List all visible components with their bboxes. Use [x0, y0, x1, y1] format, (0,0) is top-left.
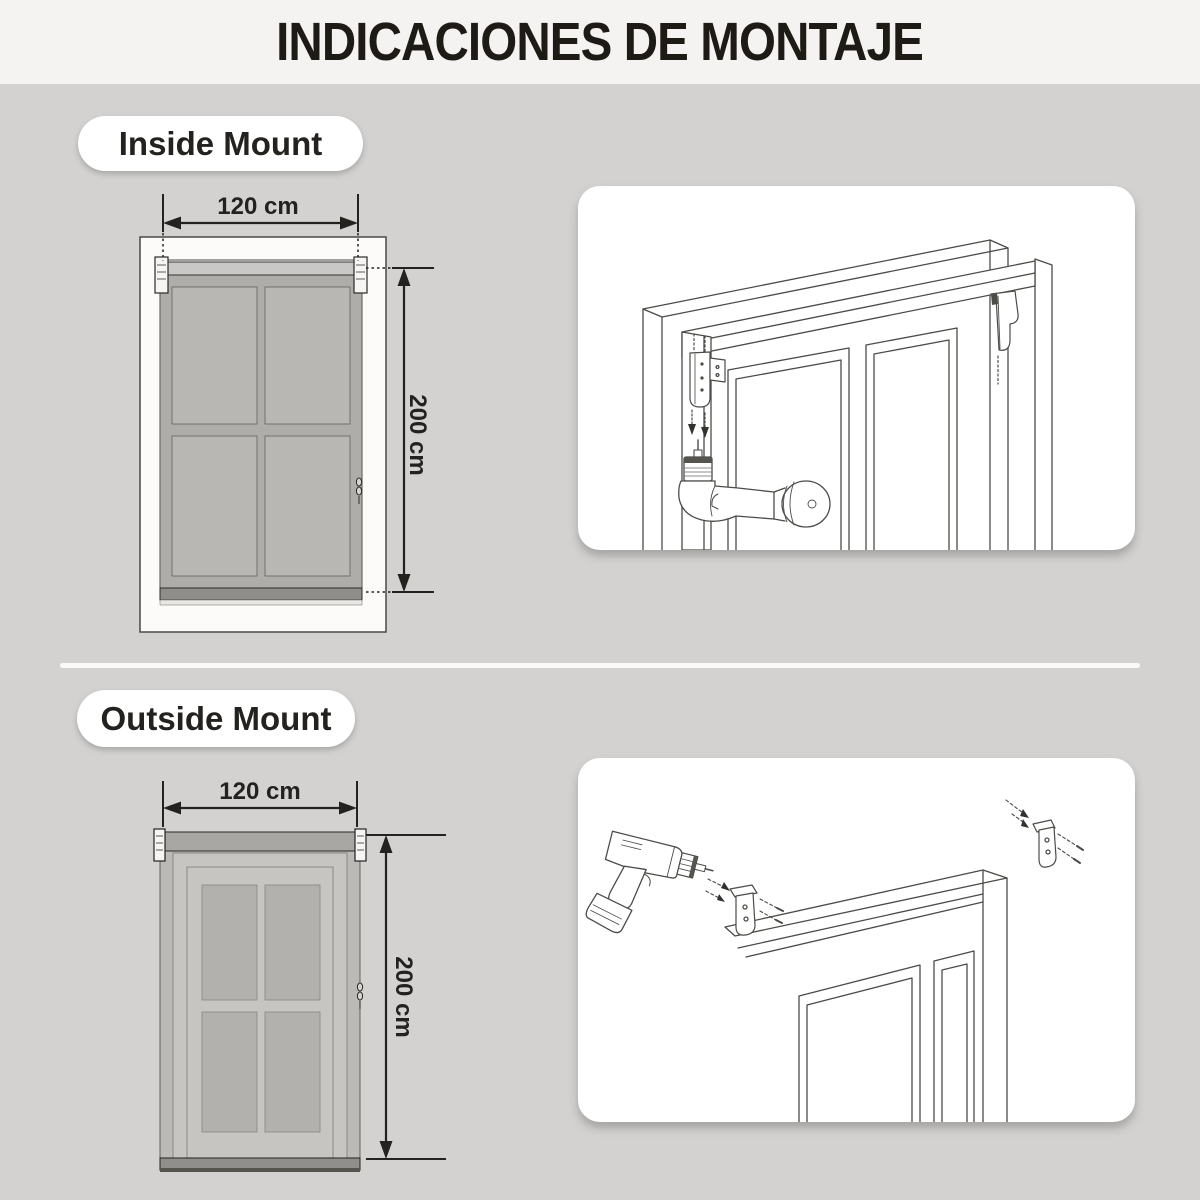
inside-mount-window-diagram [100, 185, 470, 650]
inside-mount-label: Inside Mount [118, 124, 323, 162]
section-divider [60, 663, 1140, 668]
drill-icon [583, 830, 716, 952]
inside-mount-illustration [578, 186, 1135, 550]
outside-mount-badge [77, 690, 355, 747]
height-dimension-label: 200 cm [404, 394, 431, 476]
drill-icon [679, 440, 830, 527]
right-bracket-icon [1006, 800, 1083, 867]
height-dimension [366, 835, 446, 1159]
outside-mount-window-diagram [120, 755, 460, 1200]
height-dimension-label: 200 cm [390, 956, 417, 1038]
outside-mount-illustration [578, 758, 1135, 1122]
inside-mount-badge [78, 116, 363, 171]
page-title: INDICACIONES DE MONTAJE [276, 12, 924, 72]
inside-mount-illustration-panel [578, 186, 1135, 550]
width-dimension-label: 120 cm [217, 193, 299, 220]
roller-blind [154, 829, 366, 1172]
header [0, 0, 1200, 84]
outside-mount-illustration-panel [578, 758, 1135, 1122]
roller-blind [155, 257, 367, 605]
hook-bracket-icon [991, 291, 1018, 384]
width-dimension [163, 778, 357, 827]
outside-mount-label: Outside Mount [100, 699, 332, 737]
width-dimension-label: 120 cm [219, 778, 301, 805]
bottom-rail [160, 588, 362, 600]
drill-alignment-arrows [706, 879, 730, 902]
window-corner-perspective [725, 870, 1007, 1122]
window-behind-blind [173, 853, 347, 1158]
